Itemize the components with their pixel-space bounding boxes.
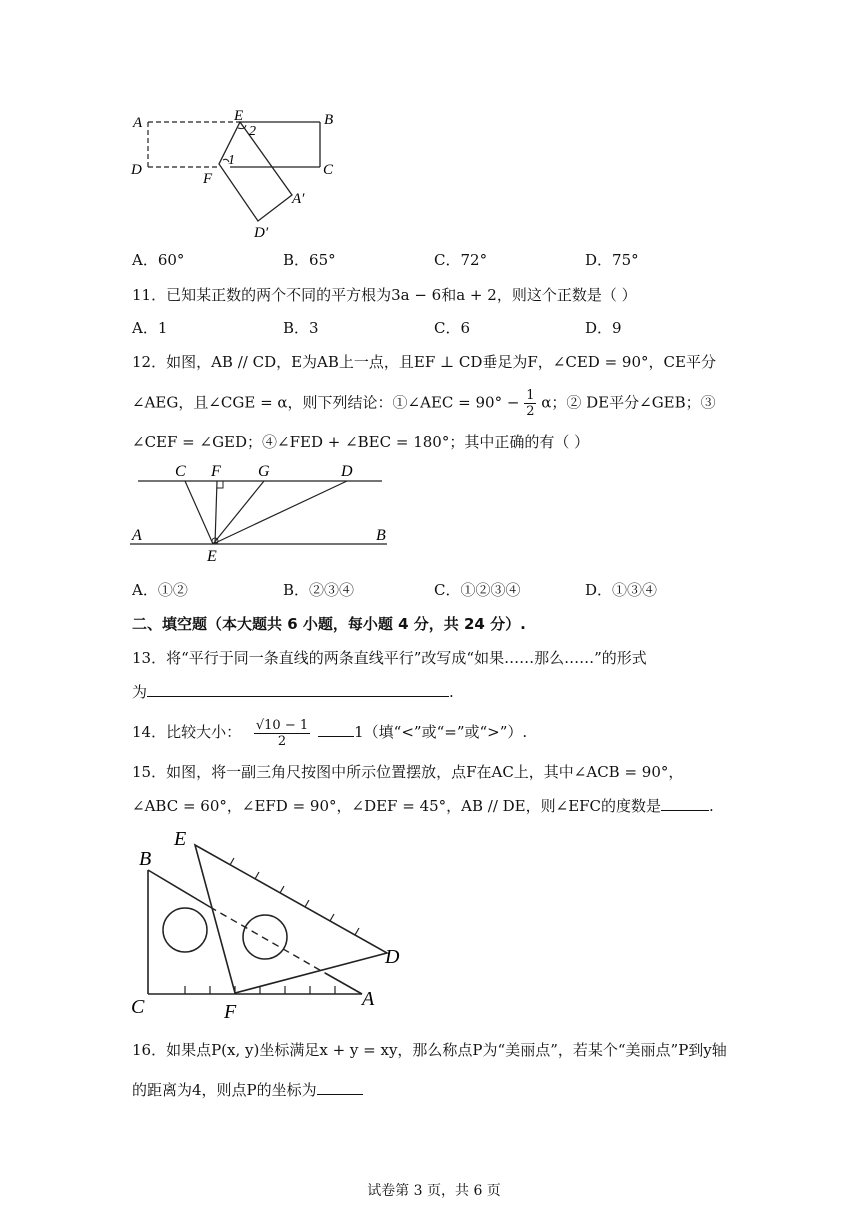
option-text: 6 <box>460 319 471 337</box>
q12-line-2 <box>132 388 716 419</box>
q11-option-a <box>132 318 167 338</box>
option-letter: A． <box>132 581 158 599</box>
fig15-label-B: B <box>139 848 152 870</box>
q13-line-2 <box>132 682 454 702</box>
q13-answer-blank[interactable] <box>147 682 449 697</box>
q10-option-b <box>283 250 336 270</box>
option-letter: D． <box>585 581 613 599</box>
fig10-label-A: A <box>133 115 143 131</box>
fig12-label-C: C <box>175 463 186 480</box>
q12-fraction <box>524 388 536 419</box>
q15-answer-blank[interactable] <box>661 796 709 811</box>
option-letter: A． <box>132 251 158 269</box>
q11-stem: 11．已知某正数的两个不同的平方根为3a − 6和a + 2，则这个正数是（ ） <box>132 286 637 304</box>
fraction-denominator: 2 <box>526 404 535 419</box>
q14-prefix: 14．比较大小： <box>132 723 242 741</box>
option-text: 60° <box>157 251 185 269</box>
option-letter: D． <box>585 319 613 337</box>
option-letter: A． <box>132 319 158 337</box>
q16-line-2 <box>132 1080 363 1100</box>
fig10-label-E: E <box>234 108 244 124</box>
q15-text: ∠ABC = 60°，∠EFD = 90°，∠DEF = 45°，AB // DE，则∠EFC的度数是 <box>132 797 662 815</box>
q16-text: 的距离为4，则点P的坐标为 <box>132 1081 317 1099</box>
q16-answer-blank[interactable] <box>317 1080 363 1095</box>
option-text: 9 <box>612 319 622 337</box>
q13-line-1: 13．将“平行于同一条直线的两条直线平行”改写成“如果……那么……”的形式 <box>132 649 647 667</box>
q13-prefix: 为 <box>132 683 148 701</box>
q11-option-d <box>585 318 622 338</box>
q12-option-d <box>585 580 657 600</box>
fig15-label-D: D <box>385 946 400 968</box>
figure-q10 <box>125 100 355 245</box>
fraction-denominator: 2 <box>277 733 287 749</box>
option-letter: C． <box>434 251 461 269</box>
fig12-label-G: G <box>258 463 270 480</box>
option-text: 75° <box>612 251 639 269</box>
option-letter: D． <box>585 251 613 269</box>
q14-answer-blank[interactable] <box>318 722 354 737</box>
option-letter: B． <box>283 319 310 337</box>
fig15-label-A: A <box>362 988 375 1010</box>
option-text: ①③④ <box>612 581 658 599</box>
fig10-label-C: C <box>323 162 334 178</box>
fig12-label-F: F <box>211 463 221 480</box>
option-letter: C． <box>434 581 461 599</box>
q14-suffix: 1（填“<”或“=”或“>”）. <box>354 723 528 741</box>
option-text: 65° <box>309 251 336 269</box>
fig10-label-B: B <box>324 112 334 128</box>
fig10-label-1: 1 <box>228 153 235 168</box>
q15-end: . <box>709 797 714 815</box>
figure-q12 <box>125 458 400 566</box>
fig15-label-C: C <box>131 996 145 1018</box>
fig10-label-D: D <box>131 162 142 178</box>
fig12-label-B: B <box>376 527 386 544</box>
fig12-label-D: D <box>341 463 353 480</box>
fig10-label-F: F <box>203 171 213 187</box>
q15-line-1: 15．如图，将一副三角尺按图中所示位置摆放，点F在AC上，其中∠ACB = 90°， <box>132 763 684 781</box>
q12-line-1: 12．如图，AB // CD，E为AB上一点，且EF ⊥ CD垂足为F，∠CED = 90°，CE平分 <box>132 353 716 371</box>
option-letter: C． <box>434 319 461 337</box>
fig10-label-2: 2 <box>249 124 256 139</box>
q12-line-3: ∠CEF = ∠GED；④∠FED + ∠BEC = 180°；其中正确的有（ ） <box>132 433 590 451</box>
q15-line-2 <box>132 796 714 816</box>
q10-option-a <box>132 250 184 270</box>
option-letter: B． <box>283 251 310 269</box>
fig10-label-A1: A′ <box>292 191 305 207</box>
fig10-label-D1: D′ <box>254 225 269 241</box>
q14-line <box>132 712 527 752</box>
fig15-label-F: F <box>224 1001 237 1023</box>
option-text: ②③④ <box>309 581 355 599</box>
q10-option-d <box>585 250 639 270</box>
fig12-label-E: E <box>207 548 217 565</box>
q13-suffix: . <box>449 683 454 701</box>
q14-fraction <box>254 718 310 749</box>
page-footer: 试卷第 3 页，共 6 页 <box>367 1183 501 1199</box>
q10-option-c <box>434 250 487 270</box>
fig12-label-A: A <box>132 527 142 544</box>
option-text: 3 <box>309 319 319 337</box>
q12-line-2b: α；② DE平分∠GEB；③ <box>541 393 716 412</box>
option-text: ①② <box>157 581 188 599</box>
q11-option-c <box>434 318 470 338</box>
fraction-numerator: 1 <box>526 388 535 403</box>
option-text: ①②③④ <box>460 581 521 599</box>
figure-q15 <box>125 825 415 1025</box>
q16-line-1: 16．如果点P(x, y)坐标满足x + y = xy，那么称点P为“美丽点”，若某个“美丽点”P到y轴 <box>132 1041 727 1059</box>
q12-option-b <box>283 580 354 600</box>
section-heading: 二、填空题（本大题共 6 小题，每小题 4 分，共 24 分）. <box>132 615 526 633</box>
fig15-label-E: E <box>174 828 187 850</box>
q11-option-b <box>283 318 319 338</box>
option-text: 72° <box>460 251 488 269</box>
option-letter: B． <box>283 581 310 599</box>
q12-option-c <box>434 580 521 600</box>
option-text: 1 <box>157 319 168 337</box>
fraction-numerator: √10 − 1 <box>255 717 309 733</box>
q12-line-2a: ∠AEG，且∠CGE = α，则下列结论：①∠AEC = 90° − <box>132 393 520 412</box>
q12-option-a <box>132 580 188 600</box>
